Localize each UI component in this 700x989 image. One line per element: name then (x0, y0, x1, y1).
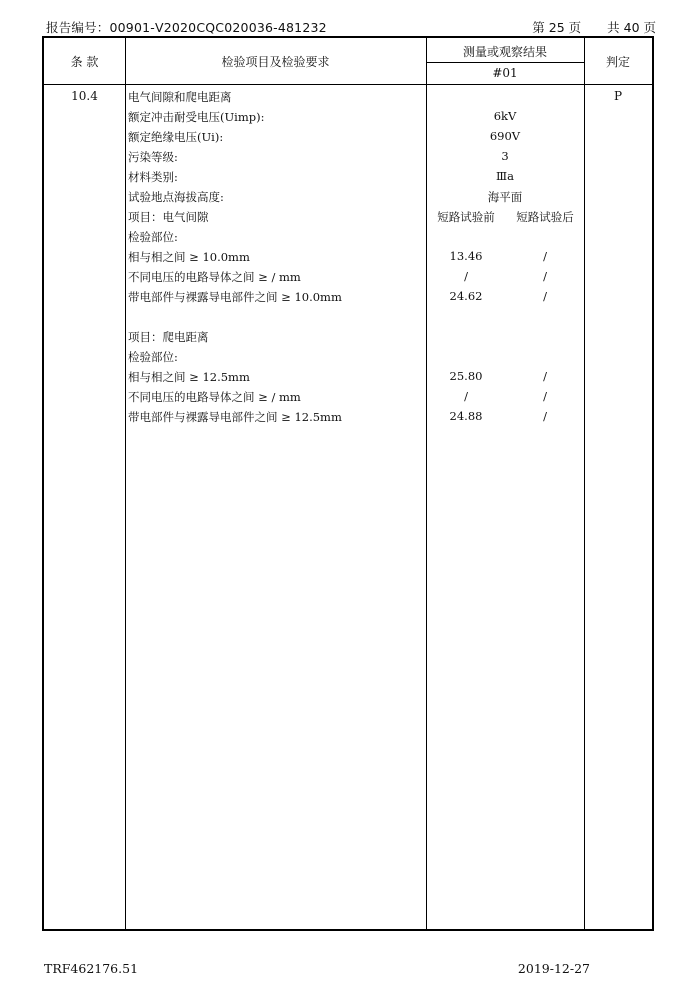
row-value-before: 6kV (493, 109, 517, 123)
row-label: 不同电压的电路导体之间 ≥ / mm (128, 270, 301, 284)
divider-result-sub (426, 62, 584, 63)
row-label: 检验部位: (128, 230, 178, 244)
row-label: 检验部位: (128, 350, 178, 364)
row-value-after: / (543, 249, 547, 263)
row-label: 相与相之间 ≥ 10.0mm (128, 250, 250, 264)
col-header-verdict: 判定 (605, 55, 630, 69)
row-label: 带电部件与裸露导电部件之间 ≥ 12.5mm (128, 410, 342, 424)
row-value-before: 690V (489, 129, 521, 143)
row-label: 项目：电气间隙 (128, 210, 209, 224)
row-label: 带电部件与裸露导电部件之间 ≥ 10.0mm (128, 290, 342, 304)
row-value-after: / (543, 389, 547, 403)
row-label: 相与相之间 ≥ 12.5mm (128, 370, 250, 384)
test-results-table (42, 36, 654, 931)
row-value-after: / (543, 289, 547, 303)
row-value-before: 24.62 (449, 289, 483, 303)
clause-number: 10.4 (71, 89, 98, 103)
row-label: 不同电压的电路导体之间 ≥ / mm (128, 390, 301, 404)
col-header-item: 检验项目及检验要求 (221, 55, 330, 69)
row-label: 材料类别: (128, 170, 178, 184)
row-label: 额定绝缘电压(Ui): (128, 130, 224, 144)
col-header-sample: #01 (492, 66, 518, 80)
row-label: 试验地点海拔高度: (128, 190, 224, 204)
row-value-before: / (464, 389, 468, 403)
row-value-after: / (543, 369, 547, 383)
row-value-before: Ⅲa (496, 169, 514, 183)
row-value-before: 短路试验前 (437, 210, 495, 224)
col-header-clause: 条 款 (70, 55, 99, 69)
page-current: 第 25 页 (532, 20, 582, 35)
report-number: 报告编号：00901-V2020CQC020036-481232 (46, 20, 327, 35)
page-total: 共 40 页 (607, 20, 656, 35)
verdict: P (613, 89, 623, 103)
row-value-before: 25.80 (449, 369, 483, 383)
row-value-before: 24.88 (449, 409, 483, 423)
row-label: 项目：爬电距离 (128, 330, 209, 344)
col-header-result: 测量或观察结果 (462, 45, 547, 59)
row-label: 污染等级: (128, 150, 178, 164)
row-value-after: / (543, 269, 547, 283)
page-indicator (510, 18, 656, 36)
row-value-before: 3 (501, 149, 509, 163)
form-number: TRF462176.51 (44, 961, 139, 976)
row-value-before: / (464, 269, 468, 283)
row-value-after: 短路试验后 (516, 210, 574, 224)
row-value-before: 海平面 (487, 190, 523, 204)
report-date: 2019-12-27 (517, 961, 590, 976)
divider-clause (125, 38, 126, 929)
row-value-before: 13.46 (449, 249, 483, 263)
divider-header (44, 84, 652, 85)
divider-result (584, 38, 585, 929)
row-label: 电气间隙和爬电距离 (128, 90, 232, 104)
row-label: 额定冲击耐受电压(Uimp): (128, 110, 265, 124)
row-value-after: / (543, 409, 547, 423)
